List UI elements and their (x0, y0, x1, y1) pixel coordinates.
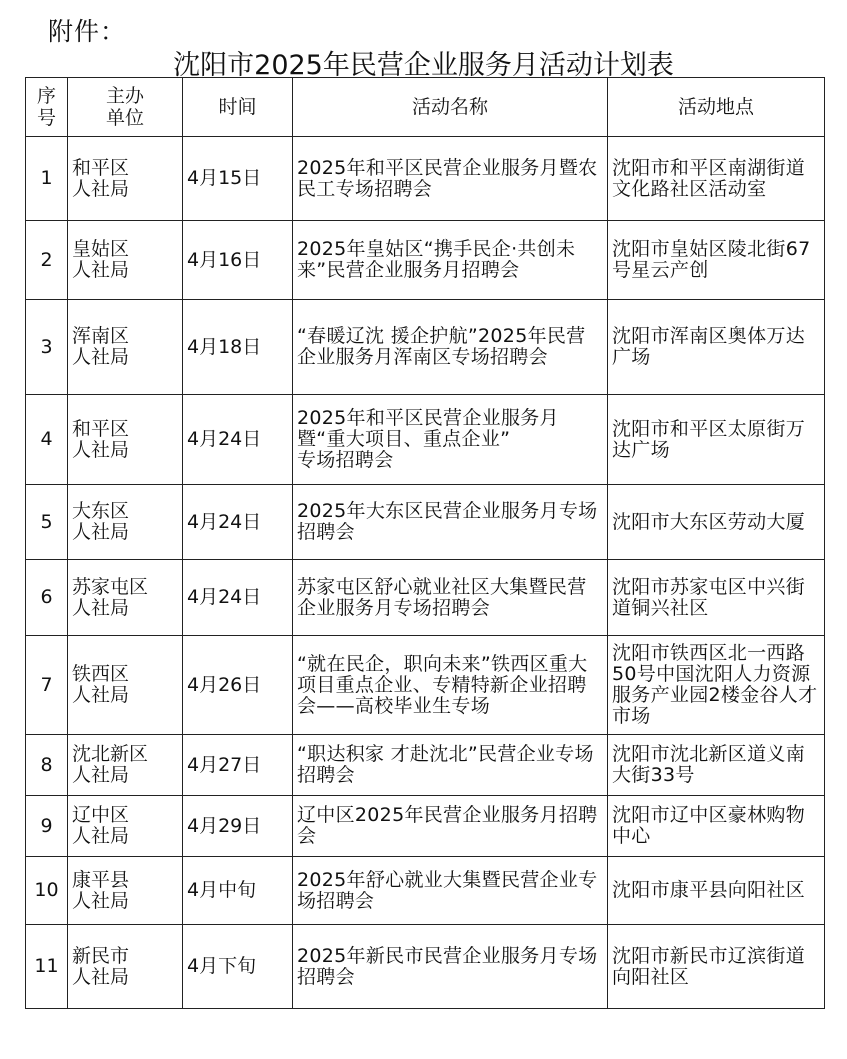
row-number: 8 (26, 735, 68, 796)
row-unit: 浑南区 人社局 (68, 300, 183, 395)
row-activity-name: 2025年大东区民营企业服务月专场招聘会 (293, 485, 608, 560)
row-number: 1 (26, 137, 68, 221)
column-header-time: 时间 (183, 78, 293, 137)
row-activity-name: “春暖辽沈 援企护航”2025年民营企业服务月浑南区专场招聘会 (293, 300, 608, 395)
table-row (26, 395, 825, 485)
row-number: 2 (26, 221, 68, 300)
row-activity-name: “职达积家 才赴沈北”民营企业专场招聘会 (293, 735, 608, 796)
row-location: 沈阳市和平区太原街万达广场 (608, 395, 825, 485)
row-activity-name: 苏家屯区舒心就业社区大集暨民营企业服务月专场招聘会 (293, 560, 608, 636)
row-number: 6 (26, 560, 68, 636)
row-activity-name: 辽中区2025年民营企业服务月招聘会 (293, 796, 608, 857)
row-time: 4月16日 (183, 221, 293, 300)
row-location: 沈阳市辽中区豪林购物中心 (608, 796, 825, 857)
row-unit: 苏家屯区 人社局 (68, 560, 183, 636)
attachment-label: 附件： (48, 17, 127, 46)
row-location: 沈阳市大东区劳动大厦 (608, 485, 825, 560)
row-location: 沈阳市浑南区奥体万达广场 (608, 300, 825, 395)
row-time: 4月24日 (183, 560, 293, 636)
table-row (26, 300, 825, 395)
column-header-location: 活动地点 (608, 78, 825, 137)
row-unit: 沈北新区 人社局 (68, 735, 183, 796)
row-time: 4月27日 (183, 735, 293, 796)
table-row (26, 925, 825, 1009)
row-activity-name: 2025年和平区民营企业服务月暨农民工专场招聘会 (293, 137, 608, 221)
table-row (26, 221, 825, 300)
row-time: 4月18日 (183, 300, 293, 395)
column-header-no: 序 号 (26, 78, 68, 137)
row-location: 沈阳市康平县向阳社区 (608, 857, 825, 925)
column-header-name: 活动名称 (293, 78, 608, 137)
activity-plan-table (25, 77, 825, 1009)
row-activity-name: 2025年皇姑区“携手民企·共创未来”民营企业服务月招聘会 (293, 221, 608, 300)
table-row (26, 735, 825, 796)
table-row (26, 636, 825, 735)
document-title: 沈阳市2025年民营企业服务月活动计划表 (173, 50, 674, 81)
row-time: 4月15日 (183, 137, 293, 221)
row-activity-name: 2025年和平区民营企业服务月暨“重大项目、重点企业” 专场招聘会 (293, 395, 608, 485)
row-unit: 康平县 人社局 (68, 857, 183, 925)
table-row (26, 857, 825, 925)
row-activity-name: 2025年舒心就业大集暨民营企业专场招聘会 (293, 857, 608, 925)
table-row (26, 560, 825, 636)
row-number: 7 (26, 636, 68, 735)
row-activity-name: “就在民企，职向未来”铁西区重大项目重点企业、专精特新企业招聘会——高校毕业生专场 (293, 636, 608, 735)
row-time: 4月26日 (183, 636, 293, 735)
row-time: 4月下旬 (183, 925, 293, 1009)
row-location: 沈阳市皇姑区陵北街67号星云产创 (608, 221, 825, 300)
table-row (26, 796, 825, 857)
row-unit: 和平区 人社局 (68, 395, 183, 485)
row-location: 沈阳市和平区南湖街道文化路社区活动室 (608, 137, 825, 221)
column-header-unit: 主办 单位 (68, 78, 183, 137)
row-location: 沈阳市新民市辽滨街道向阳社区 (608, 925, 825, 1009)
row-time: 4月24日 (183, 485, 293, 560)
row-location: 沈阳市铁西区北一西路50号中国沈阳人力资源服务产业园2楼金谷人才市场 (608, 636, 825, 735)
table-row (26, 137, 825, 221)
row-activity-name: 2025年新民市民营企业服务月专场招聘会 (293, 925, 608, 1009)
row-unit: 新民市 人社局 (68, 925, 183, 1009)
row-number: 3 (26, 300, 68, 395)
row-unit: 大东区 人社局 (68, 485, 183, 560)
row-unit: 辽中区 人社局 (68, 796, 183, 857)
row-location: 沈阳市沈北新区道义南大街33号 (608, 735, 825, 796)
row-time: 4月29日 (183, 796, 293, 857)
row-number: 4 (26, 395, 68, 485)
row-number: 11 (26, 925, 68, 1009)
table-header-row (26, 78, 825, 137)
row-number: 10 (26, 857, 68, 925)
row-location: 沈阳市苏家屯区中兴街道铜兴社区 (608, 560, 825, 636)
row-number: 5 (26, 485, 68, 560)
row-number: 9 (26, 796, 68, 857)
row-time: 4月中旬 (183, 857, 293, 925)
row-unit: 和平区 人社局 (68, 137, 183, 221)
row-unit: 皇姑区 人社局 (68, 221, 183, 300)
table-row (26, 485, 825, 560)
row-time: 4月24日 (183, 395, 293, 485)
row-unit: 铁西区 人社局 (68, 636, 183, 735)
